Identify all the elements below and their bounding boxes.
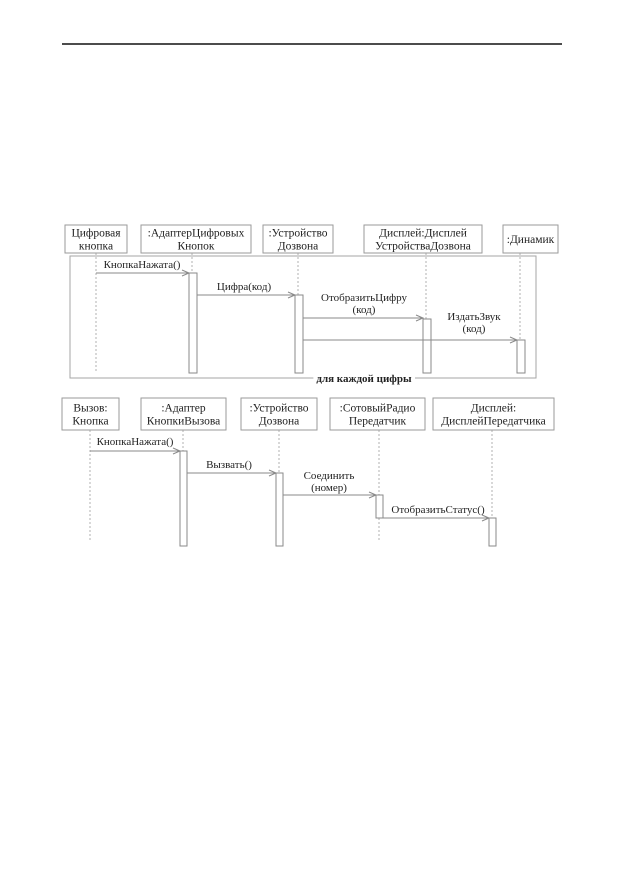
message-label-line: Вызвать() (206, 459, 252, 471)
object-label-line: Дозвона (277, 240, 319, 253)
activation-bar (423, 319, 431, 373)
message-label-line: Цифра(код) (216, 281, 272, 293)
object-label-line: кнопка (78, 240, 114, 253)
object-label-line: :Устройство (249, 402, 309, 415)
message-label (447, 311, 501, 335)
message-label-line: Соединить (303, 470, 355, 482)
message-label-line: (код) (352, 304, 376, 316)
message-label (391, 504, 485, 516)
message-label (217, 281, 272, 293)
message-label-line: КнопкаНажата() (96, 436, 174, 448)
object-label-line: Кнопка (72, 415, 109, 428)
message-label-line: (номер) (311, 482, 347, 494)
object-label (507, 234, 555, 246)
object-label-line: ДисплейПередатчика (441, 415, 546, 428)
activation-bar (295, 295, 303, 373)
activation-bar (276, 473, 283, 546)
message-label-line: ИздатьЗвук (447, 311, 501, 323)
object-label-line: УстройстваДозвона (375, 240, 471, 253)
object-label-line: :АдаптерЦифровых (147, 227, 245, 240)
message-label (321, 292, 407, 316)
object-label-line: Дозвона (258, 415, 300, 428)
object-label-line: Кнопок (177, 240, 215, 253)
activation-bar (180, 451, 187, 546)
message-label (206, 459, 252, 471)
object-label-line: Цифровая (71, 227, 121, 240)
object-label (340, 403, 416, 428)
message-label-line: (код) (462, 323, 486, 335)
object-label-line: Дисплей:Дисплей (379, 227, 467, 240)
activation-bar (517, 340, 525, 373)
message-label (104, 259, 181, 271)
activation-bar (489, 518, 496, 546)
object-label-line: Передатчик (348, 415, 407, 428)
object-label-line: Вызов: (73, 402, 108, 415)
sequence-diagram-digit-entry (65, 225, 558, 386)
object-label-line: КнопкиВызова (146, 415, 221, 428)
sequence-diagram-call (62, 398, 554, 546)
object-label-line: :Устройство (268, 227, 328, 240)
message-label-line: ОтобразитьСтатус() (391, 504, 485, 516)
loop-label: для каждой цифры (316, 373, 412, 385)
object-label (375, 228, 471, 253)
object-label-line: :СотовыйРадио (339, 402, 416, 415)
activation-bar (189, 273, 197, 373)
message-label-line: ОтобразитьЦифру (321, 292, 407, 304)
object-label-line: :Адаптер (161, 402, 206, 415)
message-label (97, 436, 174, 448)
message-label (304, 470, 355, 494)
activation-bar (376, 495, 383, 518)
object-label-line: Дисплей: (470, 402, 517, 415)
object-label-line: :Динамик (506, 234, 555, 246)
object-label (72, 403, 108, 428)
message-label-line: КнопкаНажата() (103, 259, 181, 271)
